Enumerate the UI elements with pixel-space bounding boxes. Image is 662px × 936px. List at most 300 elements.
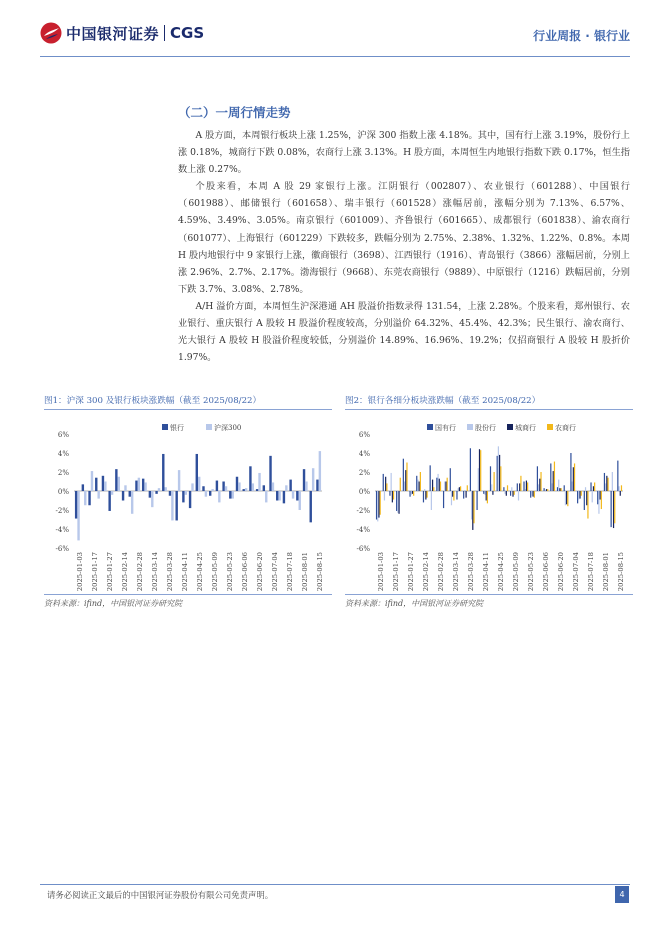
y-tick-label: 6%	[57, 431, 69, 439]
bar-股份行	[478, 468, 479, 491]
bar-城商行	[479, 449, 480, 491]
bar-农商行	[621, 485, 622, 491]
bar-城商行	[546, 489, 547, 491]
bar-农商行	[607, 478, 608, 491]
bar-银行	[276, 491, 278, 501]
bar-农商行	[426, 491, 427, 498]
figure-2-title: 图2：银行各细分板块涨跌幅（截至 2025/08/22）	[345, 394, 633, 410]
bar-农商行	[507, 485, 508, 491]
bar-股份行	[598, 491, 599, 514]
bar-沪深300	[158, 488, 160, 491]
bar-股份行	[384, 491, 385, 501]
bar-城商行	[412, 491, 413, 494]
bar-农商行	[473, 491, 474, 523]
bar-股份行	[545, 490, 546, 491]
bar-城商行	[566, 491, 567, 504]
bar-沪深300	[97, 491, 99, 499]
bar-国有行	[557, 487, 558, 491]
bar-银行	[149, 491, 151, 498]
bar-股份行	[397, 491, 398, 513]
legend-label: 沪深300	[214, 424, 242, 432]
bar-银行	[296, 491, 298, 501]
x-tick-label: 2025-05-23	[226, 552, 234, 592]
bar-银行	[316, 480, 318, 491]
bar-银行	[88, 491, 90, 505]
figure-2	[345, 394, 633, 608]
bar-城商行	[620, 491, 621, 496]
bar-城商行	[586, 491, 587, 505]
bar-国有行	[409, 491, 410, 497]
bar-沪深300	[299, 491, 301, 510]
bar-银行	[269, 456, 271, 491]
bar-沪深300	[238, 482, 240, 491]
bar-股份行	[464, 490, 465, 491]
bar-沪深300	[151, 491, 153, 507]
bar-农商行	[527, 482, 528, 491]
bar-沪深300	[225, 486, 227, 491]
bar-农商行	[487, 491, 488, 503]
y-tick-label: -4%	[356, 526, 370, 534]
bar-银行	[196, 454, 198, 491]
bar-沪深300	[312, 468, 314, 491]
figure-1-title: 图1：沪深 300 及银行板块涨跌幅（截至 2025/08/22）	[44, 394, 332, 410]
bar-银行	[102, 476, 104, 491]
bar-股份行	[491, 484, 492, 491]
x-tick-label: 2025-01-03	[76, 552, 84, 592]
bar-农商行	[433, 487, 434, 491]
bar-银行	[95, 478, 97, 491]
x-tick-label: 2025-07-18	[286, 552, 294, 592]
bar-股份行	[437, 474, 438, 491]
bar-农商行	[587, 491, 588, 519]
bar-城商行	[405, 470, 406, 491]
x-tick-label: 2025-03-28	[166, 552, 174, 592]
legend-swatch	[162, 424, 168, 430]
bar-农商行	[614, 491, 615, 523]
bar-银行	[310, 491, 312, 522]
x-tick-label: 2025-06-06	[241, 552, 249, 592]
bar-农商行	[581, 491, 582, 496]
x-tick-label: 2025-01-17	[392, 552, 400, 592]
bar-农商行	[594, 482, 595, 491]
bar-银行	[283, 491, 285, 503]
bar-农商行	[561, 488, 562, 491]
bar-农商行	[500, 466, 501, 491]
x-tick-label: 2025-01-27	[106, 552, 114, 592]
bar-股份行	[451, 491, 452, 505]
bar-农商行	[440, 482, 441, 492]
x-tick-label: 2025-03-14	[452, 552, 460, 592]
x-tick-label: 2025-03-14	[151, 552, 159, 592]
bar-沪深300	[84, 491, 86, 505]
bar-国有行	[497, 456, 498, 491]
y-tick-label: -2%	[356, 507, 370, 515]
bar-城商行	[385, 477, 386, 491]
y-tick-label: 2%	[57, 469, 69, 477]
bar-沪深300	[292, 491, 294, 499]
bar-农商行	[413, 491, 414, 496]
bar-股份行	[377, 491, 378, 521]
legend-swatch	[547, 424, 553, 430]
bar-国有行	[423, 491, 424, 502]
bar-银行	[108, 491, 110, 511]
section-body	[178, 127, 630, 366]
bar-国有行	[584, 491, 585, 510]
bar-农商行	[460, 486, 461, 491]
bar-城商行	[432, 480, 433, 491]
bar-股份行	[424, 489, 425, 491]
bar-沪深300	[164, 487, 166, 491]
x-tick-label: 2025-02-14	[121, 552, 129, 592]
bar-沪深300	[305, 482, 307, 492]
bar-城商行	[506, 491, 507, 496]
bar-股份行	[484, 491, 485, 495]
figure-1-source: 资料来源：ifind，中国银河证券研究院	[44, 594, 332, 609]
bar-股份行	[518, 491, 519, 501]
bar-沪深300	[278, 491, 280, 501]
bar-股份行	[511, 487, 512, 491]
bar-城商行	[600, 491, 601, 500]
paragraph-individual-stocks: 个股来看，本周 A 股 29 家银行上涨。江阴银行（002807）、农业银行（601288）、中国银行（601988）、邮储银行（601658）、瑞丰银行（601528）涨幅居前，涨幅分别为 7.13%、6.57%、4.59%、3.49%、3.05%。南京银行（601009）、齐鲁银行（601665）、成都银行（601838）、渝农商行（601077）、上海银行（601229）下跌较多，跌幅分别为 2.75%、2.38%、1.32%、1.22%、0.8%。本周 H 股内地银行中 9 家银行上涨，徽商银行（3698）、江西银行（1916）、青岛银行（3866）涨幅居前，分别上涨 2.96%、2.7%、2.17%。渤海银行（9668）、东莞农商银行（9889）、中原银行（1216）跌幅居前，分别下跌 3.7%、3.08%、2.78%。	[178, 181, 630, 295]
legend-label: 农商行	[555, 424, 576, 432]
y-tick-label: 4%	[57, 450, 69, 458]
bar-银行	[303, 469, 305, 491]
x-tick-label: 2025-02-28	[437, 552, 445, 592]
x-tick-label: 2025-01-17	[91, 552, 99, 592]
bar-城商行	[519, 483, 520, 491]
bar-农商行	[554, 462, 555, 491]
bar-沪深300	[124, 485, 126, 491]
bar-城商行	[526, 481, 527, 491]
figure-2-chart	[345, 410, 633, 596]
bar-银行	[122, 491, 124, 501]
bar-城商行	[486, 491, 487, 501]
bar-银行	[236, 477, 238, 491]
bar-农商行	[447, 478, 448, 491]
bar-国有行	[490, 466, 491, 491]
bar-农商行	[386, 483, 387, 491]
bar-股份行	[444, 482, 445, 492]
bar-农商行	[547, 489, 548, 491]
bar-银行	[263, 485, 265, 491]
bar-国有行	[463, 491, 464, 499]
bar-股份行	[505, 491, 506, 494]
bar-国有行	[416, 476, 417, 491]
bar-银行	[155, 491, 157, 494]
bar-股份行	[391, 473, 392, 491]
x-tick-label: 2025-08-15	[316, 552, 324, 592]
bar-股份行	[618, 486, 619, 491]
bar-银行	[189, 491, 191, 508]
x-tick-label: 2025-05-09	[512, 552, 520, 592]
x-tick-label: 2025-06-20	[256, 552, 264, 592]
bar-城商行	[465, 491, 466, 498]
x-tick-label: 2025-08-01	[301, 552, 309, 592]
bar-农商行	[601, 491, 602, 509]
bar-国有行	[503, 487, 504, 491]
legend-label: 银行	[170, 424, 184, 432]
bar-银行	[209, 491, 211, 496]
bar-国有行	[577, 491, 578, 503]
bar-沪深300	[77, 491, 79, 540]
bar-城商行	[445, 482, 446, 492]
bar-沪深300	[91, 471, 93, 491]
bar-城商行	[419, 482, 420, 492]
bar-沪深300	[138, 478, 140, 491]
bar-国有行	[564, 485, 565, 491]
bar-城商行	[392, 491, 393, 502]
bar-国有行	[537, 466, 538, 491]
bar-国有行	[456, 491, 457, 500]
bar-股份行	[431, 491, 432, 510]
bar-国有行	[396, 491, 397, 511]
bar-股份行	[585, 487, 586, 491]
page-number: 4	[615, 886, 629, 903]
section-title: （二）一周行情走势	[178, 105, 291, 120]
bar-银行	[182, 491, 184, 502]
bar-银行	[82, 484, 84, 491]
y-tick-label: 0%	[358, 488, 370, 496]
bar-农商行	[494, 472, 495, 491]
bar-银行	[222, 482, 224, 492]
cgs-logo-icon	[40, 22, 62, 44]
bar-沪深300	[285, 485, 287, 491]
bar-银行	[256, 489, 258, 491]
x-tick-label: 2025-04-25	[497, 552, 505, 592]
bar-国有行	[483, 491, 484, 494]
bar-国有行	[436, 478, 437, 491]
bar-银行	[162, 454, 164, 491]
figure-1-chart	[44, 410, 332, 596]
x-tick-label: 2025-04-25	[196, 552, 204, 592]
bar-国有行	[510, 491, 511, 496]
bar-农商行	[420, 472, 421, 491]
bar-国有行	[517, 483, 518, 491]
bar-城商行	[378, 491, 379, 518]
bar-股份行	[498, 446, 499, 491]
x-tick-label: 2025-02-28	[136, 552, 144, 592]
report-type-label: 行业周报 · 银行业	[533, 29, 630, 43]
bar-城商行	[439, 479, 440, 491]
bar-农商行	[406, 463, 407, 492]
bar-沪深300	[205, 491, 207, 497]
legend-swatch	[507, 424, 513, 430]
bar-城商行	[398, 491, 399, 514]
figure-1	[44, 394, 332, 608]
x-tick-label: 2025-08-01	[602, 552, 610, 592]
bar-农商行	[567, 491, 568, 506]
bar-国有行	[376, 491, 377, 520]
bar-沪深300	[191, 483, 193, 491]
bar-城商行	[459, 487, 460, 491]
x-tick-label: 2025-01-03	[377, 552, 385, 592]
bar-城商行	[492, 491, 493, 495]
bar-农商行	[540, 472, 541, 491]
x-tick-label: 2025-05-23	[527, 552, 535, 592]
legend-swatch	[206, 424, 212, 430]
legend-swatch	[467, 424, 473, 430]
logo-chinese-name: 中国银河证券	[66, 24, 160, 43]
paragraph-ah-premium: A/H 溢价方面，本周恒生沪深港通 AH 股溢价指数录得 131.54，上涨 2.28%。个股来看，郑州银行、农业银行、重庆银行 A 股较 H 股溢价程度较高，分别溢价 64.32%、45.4%、42.3%；民生银行、渝农商行、光大银行 A 股较 H 股溢价程度较低，分别溢价 14.89%、16.96%、19.2%；仅招商银行 A 股较 H 股折价 1.97%。	[178, 300, 630, 364]
bar-沪深300	[258, 473, 260, 491]
bar-股份行	[558, 480, 559, 491]
bar-股份行	[538, 484, 539, 491]
bar-国有行	[611, 491, 612, 527]
bar-股份行	[531, 491, 532, 496]
bar-农商行	[520, 476, 521, 491]
bar-股份行	[458, 488, 459, 491]
bar-沪深300	[178, 470, 180, 491]
footer-disclaimer: 请务必阅读正文最后的中国银河证券股份有限公司免责声明。	[47, 890, 274, 900]
bar-沪深300	[144, 482, 146, 491]
bar-沪深300	[252, 483, 254, 491]
bar-股份行	[417, 480, 418, 491]
company-logo	[40, 22, 204, 44]
y-tick-label: 6%	[358, 431, 370, 439]
bar-城商行	[512, 491, 513, 497]
bar-国有行	[450, 468, 451, 491]
bar-国有行	[604, 473, 605, 491]
x-tick-label: 2025-04-11	[482, 552, 490, 592]
bar-城商行	[539, 479, 540, 491]
bar-国有行	[523, 482, 524, 492]
bar-国有行	[617, 461, 618, 491]
x-tick-label: 2025-07-18	[587, 552, 595, 592]
paragraph-a-share: A 股方面，本周银行板块上涨 1.25%，沪深 300 指数上涨 4.18%。其中，国有行上涨 3.19%，股份行上涨 0.18%，城商行下跌 0.08%，农商行上涨 3.13%。H 股方面，本周恒生内地银行指数下跌 0.17%，恒生指数上涨 0.27%。	[178, 130, 630, 176]
bar-国有行	[476, 491, 477, 510]
bar-国有行	[544, 488, 545, 491]
bar-城商行	[499, 455, 500, 491]
y-tick-label: 0%	[57, 488, 69, 496]
bar-城商行	[613, 491, 614, 528]
bar-农商行	[574, 463, 575, 491]
bar-股份行	[525, 489, 526, 491]
bar-城商行	[559, 488, 560, 491]
x-tick-label: 2025-06-20	[557, 552, 565, 592]
bar-国有行	[597, 491, 598, 504]
bar-农商行	[380, 491, 381, 515]
bar-股份行	[551, 483, 552, 491]
bar-城商行	[593, 486, 594, 491]
bar-农商行	[453, 491, 454, 501]
x-tick-label: 2025-06-06	[542, 552, 550, 592]
x-tick-label: 2025-03-28	[467, 552, 475, 592]
bar-城商行	[606, 476, 607, 491]
x-tick-label: 2025-07-04	[572, 552, 580, 592]
bar-股份行	[578, 491, 579, 500]
bar-国有行	[389, 491, 390, 496]
legend-label: 城商行	[515, 424, 536, 432]
bar-股份行	[565, 491, 566, 505]
bar-银行	[229, 491, 231, 499]
x-tick-label: 2025-05-09	[211, 552, 219, 592]
bar-沪深300	[232, 491, 234, 499]
bar-农商行	[467, 485, 468, 491]
bar-国有行	[550, 463, 551, 491]
bar-城商行	[579, 491, 580, 499]
bar-沪深300	[104, 482, 106, 492]
y-tick-label: 4%	[358, 450, 370, 458]
bar-银行	[115, 469, 117, 491]
bar-银行	[243, 489, 245, 491]
bar-国有行	[430, 465, 431, 491]
bar-沪深300	[118, 477, 120, 491]
legend-swatch	[427, 424, 433, 430]
bar-国有行	[470, 448, 471, 491]
y-tick-label: -2%	[55, 507, 69, 515]
bar-银行	[169, 491, 171, 496]
footer-divider	[40, 884, 630, 885]
legend-label: 股份行	[475, 424, 496, 432]
bar-城商行	[452, 491, 453, 497]
bar-银行	[129, 491, 131, 497]
bar-农商行	[480, 450, 481, 491]
bar-股份行	[404, 482, 405, 492]
bar-农商行	[534, 491, 535, 498]
bar-银行	[289, 480, 291, 491]
legend-label: 国有行	[435, 424, 456, 432]
page-header	[0, 0, 662, 70]
bar-银行	[142, 479, 144, 491]
bar-沪深300	[185, 491, 187, 495]
bar-银行	[75, 491, 77, 519]
bar-股份行	[411, 491, 412, 495]
bar-银行	[202, 486, 204, 491]
logo-divider	[164, 25, 165, 41]
x-tick-label: 2025-07-04	[271, 552, 279, 592]
bar-股份行	[605, 483, 606, 491]
bar-农商行	[514, 491, 515, 495]
bar-银行	[135, 481, 137, 491]
bar-沪深300	[272, 482, 274, 491]
bar-城商行	[553, 471, 554, 491]
bar-沪深300	[211, 489, 213, 491]
bar-国有行	[590, 482, 591, 491]
bar-沪深300	[218, 491, 220, 502]
bar-沪深300	[111, 491, 113, 495]
bar-城商行	[425, 491, 426, 500]
header-divider	[40, 56, 630, 57]
bar-沪深300	[319, 451, 321, 491]
bar-沪深300	[171, 491, 173, 520]
x-tick-label: 2025-08-15	[617, 552, 625, 592]
bar-沪深300	[265, 491, 267, 502]
bar-沪深300	[131, 491, 133, 514]
bar-银行	[175, 491, 177, 520]
bar-国有行	[403, 459, 404, 491]
x-tick-label: 2025-04-11	[181, 552, 189, 592]
y-tick-label: -4%	[55, 526, 69, 534]
bar-城商行	[533, 491, 534, 497]
bar-城商行	[573, 467, 574, 491]
bar-银行	[216, 481, 218, 491]
bar-股份行	[612, 472, 613, 491]
x-tick-label: 2025-02-14	[422, 552, 430, 592]
logo-english-name: CGS	[170, 24, 205, 42]
bar-股份行	[471, 491, 472, 520]
bar-沪深300	[198, 477, 200, 491]
bar-农商行	[400, 478, 401, 491]
bar-银行	[249, 466, 251, 491]
bar-国有行	[570, 453, 571, 491]
x-tick-label: 2025-01-27	[407, 552, 415, 592]
bar-国有行	[530, 491, 531, 498]
bar-农商行	[393, 491, 394, 500]
bar-国有行	[383, 474, 384, 491]
bar-沪深300	[245, 488, 247, 491]
bar-国有行	[443, 491, 444, 508]
y-tick-label: -6%	[55, 545, 69, 553]
